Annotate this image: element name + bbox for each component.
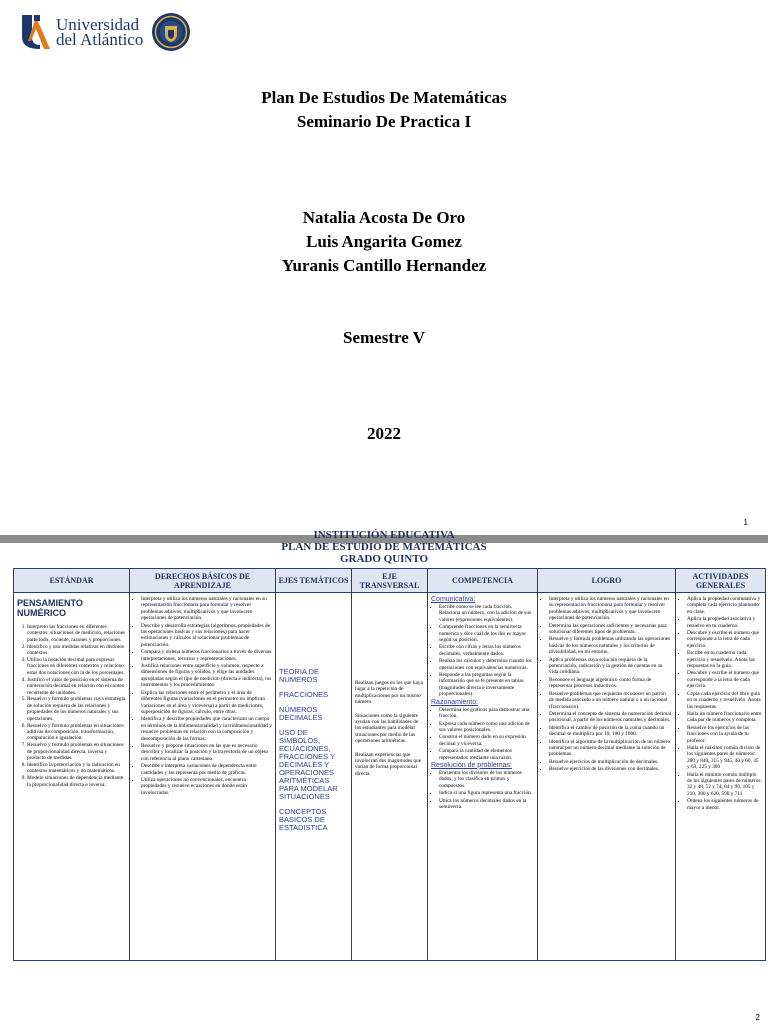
dba-cell (130, 593, 276, 961)
list-item: ▪ Copia cada ejercicio del libro guía en tu cuaderno y resuélvelo. Anota las respuestas. (687, 691, 762, 710)
list-item: ▪ Escribe en tu cuaderno cada ejercicio y resuélvelo. Anota las respuestas en la guía. (687, 650, 762, 669)
semester-label: Semestre V (343, 328, 425, 347)
list-item: ▪ Determina las operaciones suficientes y necesarias para solucionar diferentes tipos de problemas. (549, 623, 672, 636)
column-header: EJE TRANSVERSAL (352, 569, 428, 593)
university-logo (20, 12, 191, 52)
logo-line-1: Universidad (56, 15, 140, 34)
table-row (14, 593, 766, 961)
list-item: ▪ Identifica el cambio de posición de la coma cuando un decimal se multiplica por 10, 100 y 1000. (549, 725, 672, 738)
list-item: 7. Resuelvo y formulo problemas en situaciones de proporcionalidad directa, inversa y producto de medidas. (27, 742, 126, 761)
list-item: ▪ Utiliza operaciones no convencionales, encuentra propiedades y resuelve ecuaciones en donde están involucradas. (141, 777, 272, 796)
list-item: ▪ Escribe con cifras y letras los números decimales, verbalmente dados. (439, 644, 534, 657)
list-item: ▪ Realiza los cálculos y determina cuando los operaciones con equivalencias numéricas. (439, 658, 534, 671)
column-header: LOGRO (538, 569, 676, 593)
authors-block (0, 206, 768, 278)
eje-item: TEORIA DE NUMEROS (279, 667, 320, 684)
list-item: ▪ Ordena los siguientes números de mayor a menor. (687, 798, 762, 811)
author-name: Yuranis Cantillo Hernandez (281, 256, 487, 275)
eje-item: USO DE SÍMBOLOS, ECUACIONES, FRACCIONES Y DECIMALES Y OPERACIONES ARITMÉTICAS PARA MODELAR SITUACIONES (279, 728, 338, 801)
list-item: 4. Justifico el valor de posición en el sistema de numeración decimal en relación con el conteo recurrente de unidades. (27, 677, 126, 696)
author-name: Luis Angarita Gomez (306, 232, 462, 251)
list-item: ▪ Halla un número fraccionario entre cada par de números y completa. (687, 711, 762, 724)
list-item: 6. Resuelvo y formulo problemas en situaciones aditivas de composición, transformación, comparación e igualación. (27, 723, 126, 742)
list-item: ▪ Resuelve y formula problemas utilizando las operaciones básicas de los números naturales y los criterios de divisibilidad, en mi entorno. (549, 636, 672, 655)
list-item: 5. Resuelvo y formulo problemas cuya estrategia de solución requiera de las relaciones y propiedades de los números naturales y sus operaciones. (27, 696, 126, 722)
eje-item: FRACCIONES (279, 690, 329, 699)
plan-header: PLAN DE ESTUDIO DE MATEMÁTICAS (281, 541, 487, 553)
cover-title-block (0, 86, 768, 134)
curriculum-table (13, 568, 766, 961)
list-item: 9. Modelo situaciones de dependencia mediante la proporcionalidad directa e inversa. (27, 775, 126, 788)
list-item: ▪ Resuelve los ejercicios de las fracciones con la ayuda de tu profesor. (687, 725, 762, 744)
list-item: ▪ Encuentra los divisores de los números dados, y los clasifica en primos y compuestos. (439, 770, 534, 789)
transversal-item: Realizan juegos en los que haya lugar a la repetición de multiplicaciones por un mismo número. (355, 680, 423, 706)
list-item: ▪ Interpreta y utiliza los números naturales y racionales en su representación fraccionaria para formular y resolver problemas aditivos, multiplicativos y que involucren operaciones de potenciación. (549, 596, 672, 622)
ejes-cell (276, 593, 352, 961)
column-header: DERECHOS BÁSICOS DE APRENDIZAJE (130, 569, 276, 593)
estandar-title: PENSAMIENTO NUMÉRICO (17, 598, 83, 618)
list-item: ▪ Ubica los números decimales dados en la semirrecta. (439, 798, 534, 811)
list-item: ▪ Determina los gráficos para demostrar una fracción. (439, 707, 534, 720)
university-seal-icon (151, 12, 191, 52)
list-item: ▪ Describe e interpreta variaciones de dependencia entre cantidades y las representa por medio de gráficas. (141, 763, 272, 776)
list-item: ▪ Expresa cada número como una adición de sus valores posicionales. (439, 721, 534, 734)
logo-line-2: del Atlántico (56, 30, 144, 49)
list-item: ▪ Resuelve problemas que requieran reconocer un patrón de medida asociado a un número natural o a un racional (fraccionario). (549, 691, 672, 710)
transversal-item: Situaciones como la siguiente ayudan con las habilidades de los estudiantes para modelar situaciones por medio de las operaciones aritméticas. (355, 712, 419, 745)
list-item: ▪ Identifica el algoritmo de la multiplicación de un número natural por un número decimal mediante la solución de problemas. (549, 739, 672, 758)
column-header: COMPETENCIA (428, 569, 538, 593)
list-item: ▪ Resuelve y propone situaciones en las que es necesario describir y localizar la posición y la trayectoria de un objeto con referencia al plano cartesiano. (141, 743, 272, 762)
list-item: ▪ Explica las relaciones entre el perímetro y el área de diferentes figuras (variaciones en el perímetro no implican variaciones en el área y viceversa) a partir de mediciones, superposición de figuras, cálculo, entre otras. (141, 690, 272, 716)
table-header-row (14, 569, 766, 593)
competencia-cell (428, 593, 538, 961)
grade-header: GRADO QUINTO (339, 553, 429, 565)
competencia-subheading: Resolución de problemas: (431, 761, 512, 769)
competencia-subheading: Comunicativa: (431, 596, 476, 603)
list-item: ▪ Justifica relaciones entre superficie y volumen, respecto a dimensiones de figuras y sólidos, y elige las unidades apropiadas según el tipo de medición (directa e indirecta), los instrumentos y los procedimientos. (141, 663, 272, 689)
list-item: ▪ Descubre y escribe el número que corresponde a la letra de cada ejercicio. (687, 630, 762, 649)
list-item: ▪ Descubre y escribe el número que corresponde a la letra de cada ejercicio. (687, 670, 762, 689)
list-item: ▪ Compara la cantidad de elementos representados mediante una razón. (439, 748, 534, 761)
transversal-item: Realizan experiencias que involucran dos magnitudes que varían de forma proporcional directa. (355, 751, 422, 777)
list-item: ▪ Identifica y describe propiedades que caracterizan un cuerpo en términos de la bidimensionalidad y la tridimensionalidad y resuelve problemas en relación con la composición y descomposición de las formas. (141, 716, 272, 742)
list-item: 8. Identifico la potenciación y la radicación en contextos matemáticos y no matemáticos. (27, 762, 126, 775)
competencia-subheading: Razonamiento: (431, 698, 479, 706)
list-item: ▪ Escribe como se lee cada fracción. Relaciona un número, con la adición de sus valores (expresiones equivalentes). (439, 604, 534, 623)
logro-cell (538, 593, 676, 961)
eje-item: NÚMEROS DECIMALES (279, 705, 323, 722)
list-item: ▪ Interpreta y utiliza los números naturales y racionales en su representación fraccionaria para formular y resolver problemas aditivos, multiplicativos y que involucren operaciones de potenciación. (141, 596, 272, 622)
page-number: 2 (755, 1013, 760, 1022)
eje-item: CONCEPTOS BASICOS DE ESTADISTICA (279, 807, 328, 832)
list-item: ▪ Halla el mínimo común múltiplo de los siguientes pares de números: 32 y 48, 52 y 74, 84 y 96, 105 y 210, 380 y 620, 590 y 711 (687, 772, 762, 798)
list-item: ▪ Reconoce el lenguaje algebraico como forma de representar procesos inductivos. (549, 677, 672, 690)
list-item: ▪ Responde a las preguntas según la información que se le presente en tablas (magnitudes directa e inversamente proporcionales). (439, 672, 534, 698)
institution-header: INSTITUCIÓN EDUCATIVA (313, 529, 455, 541)
page-number: 1 (743, 518, 748, 527)
list-item: 3. Utilizo la notación decimal para expresar fracciones en diferentes contextos y relaciono estas dos notaciones con la de los porcentajes. (27, 657, 126, 676)
list-item: ▪ Describe y desarrolla estrategias (algoritmos, propiedades de las operaciones básicas y sus relaciones) para hacer estimaciones y cálculos al solucionar problemas de potenciación. (141, 623, 272, 649)
list-item: ▪ Halla el máximo común divisor de los siguientes pares de números: 280 y 840, 315 y 945, 40 y 60, 35 y 63, 225 y 300 (687, 745, 762, 771)
column-header: EJES TEMÁTICOS (276, 569, 352, 593)
estandar-cell (14, 593, 130, 961)
cover-title: Plan De Estudios De Matemáticas (261, 88, 507, 107)
list-item: ▪ Resuelve ejercicios de multiplicación de decimales. (549, 759, 672, 765)
list-item: 2. Identifico y uso medidas relativas en distintos contextos. (27, 644, 126, 657)
cover-subtitle: Seminario De Practica I (296, 112, 472, 131)
year-label: 2022 (367, 424, 401, 443)
university-emblem-icon (20, 13, 52, 51)
list-item: ▪ Aplica la propiedad asociativa y resuelve en tu cuaderno. (687, 616, 762, 629)
list-item: ▪ Indica si una figura representa una fracción. (439, 790, 534, 796)
list-item: ▪ Construí el número dado en su expresión decimal y viceversa. (439, 734, 534, 747)
author-name: Natalia Acosta De Oro (302, 208, 466, 227)
column-header: ACTIVIDADES GENERALES (676, 569, 766, 593)
column-header: ESTÁNDAR (14, 569, 130, 593)
list-item: ▪ Resuelve ejercicios de las divisiones con decimales. (549, 766, 672, 772)
list-item: ▪ Aplica la propiedad conmutativa y completa cada ejercicio planteado en clase. (687, 596, 762, 615)
list-item: ▪ Comprende fracciones en la semirrecta numérica y dice cuál de los dos es mayor según su posición. (439, 624, 534, 643)
transversal-cell (352, 593, 428, 961)
list-item: ▪ Aplica problemas cuya solución requiera de la potenciación, radicación y la gestión de cuentas en su vida cotidiana. (549, 657, 672, 676)
actividades-cell (676, 593, 766, 961)
list-item: 1. Interpreto las fracciones en diferentes contextos: situaciones de medición, relaciones parte todo, cociente, razones y proporciones. (27, 624, 126, 643)
list-item: ▪ Compara y ordena números fraccionarios a través de diversas interpretaciones, recursos y representaciones. (141, 649, 272, 662)
list-item: ▪ Determina el concepto de sistema de numeración decimal posicional, a partir de los números naturales y decimales. (549, 711, 672, 724)
